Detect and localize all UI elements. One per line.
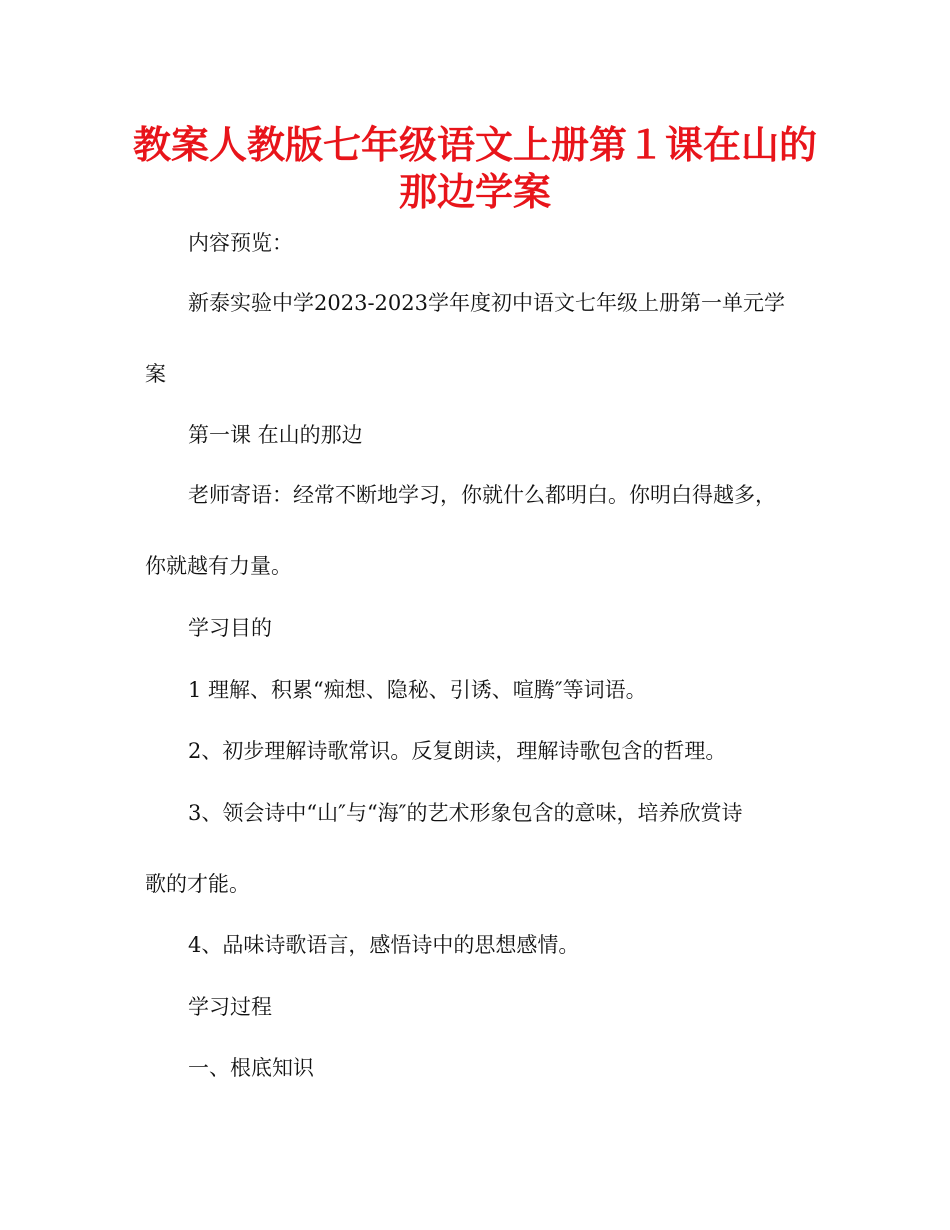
school-line-continued: 案 (145, 362, 166, 386)
teacher-message-continued: 你就越有力量。 (145, 554, 292, 578)
document-title-line-1: 教案人教版七年级语文上册第１课在山的 (132, 123, 817, 167)
content-preview-label: 内容预览： (188, 231, 293, 255)
document-title-line-2: 那边学案 (398, 170, 551, 214)
objective-1: 1 理解、积累“痴想、隐秘、引诱、喧腾″等词语。 (188, 678, 647, 702)
objective-2: 2、初步理解诗歌常识。反复朗读，理解诗歌包含的哲理。 (188, 739, 727, 763)
objective-3: 3、领会诗中“山″与“海″的艺术形象包含的意味，培养欣赏诗 (188, 801, 743, 825)
objective-4: 4、品味诗歌语言，感悟诗中的思想感情。 (188, 933, 580, 957)
learning-process-heading: 学习过程 (188, 995, 272, 1019)
learning-objectives-heading: 学习目的 (188, 616, 272, 640)
teacher-message: 老师寄语：经常不断地学习，你就什么都明白。你明白得越多， (188, 483, 776, 507)
objective-3-continued: 歌的才能。 (145, 872, 250, 896)
lesson-heading: 第一课 在山的那边 (188, 423, 363, 447)
school-line: 新泰实验中学2023-2023学年度初中语文七年级上册第一单元学 (188, 291, 785, 315)
basic-knowledge-heading: 一、根底知识 (188, 1056, 314, 1080)
